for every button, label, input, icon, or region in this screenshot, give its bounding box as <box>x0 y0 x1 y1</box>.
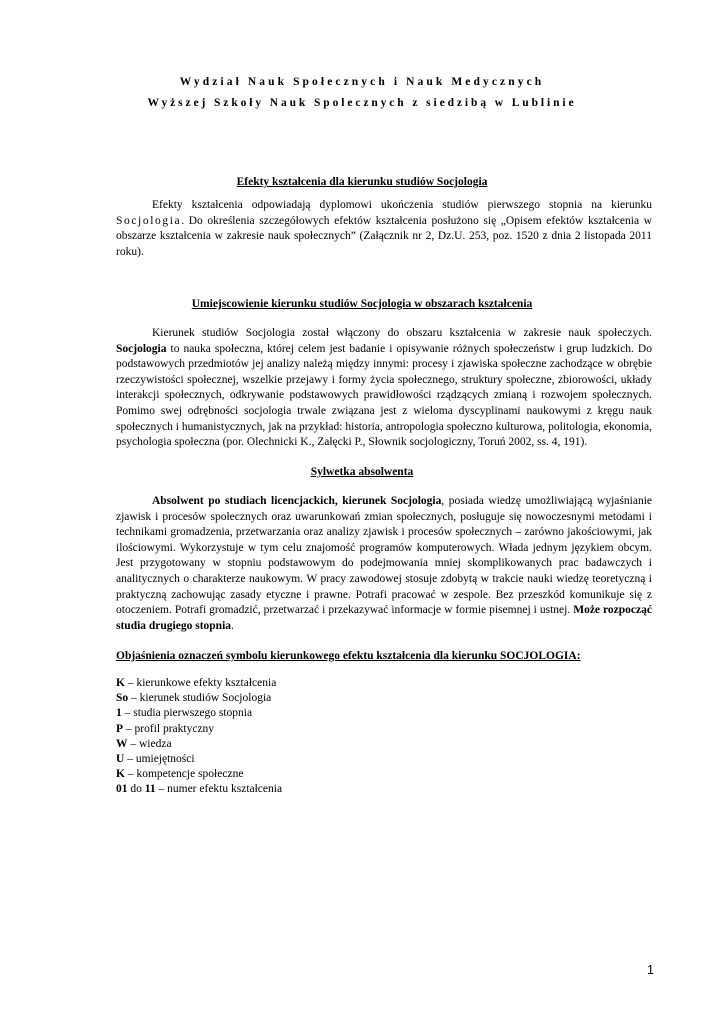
legend-symbol: P <box>116 722 124 735</box>
bold-term: Socjologia <box>116 342 167 355</box>
section-title-placement: Umiejscowienie kierunku studiów Socjologia w obszarach kształcenia <box>191 298 533 310</box>
legend-description: – kierunkowe efekty kształcenia <box>124 677 277 689</box>
section-title-symbols: Objaśnienia oznaczeń symbolu kierunkowego efektu kształcenia dla kierunku SOCJOLOGIA: <box>116 650 581 662</box>
legend-row <box>116 767 282 782</box>
legend-row <box>116 676 282 691</box>
legend-description: – studia pierwszego stopnia <box>121 707 253 720</box>
symbol-legend <box>116 676 282 798</box>
section-title-learning-outcomes: Efekty kształcenia dla kierunku studiów Socjologia <box>236 176 488 188</box>
legend-symbol: 1 <box>116 707 122 720</box>
legend-symbol: 01 <box>116 783 128 796</box>
legend-connector: do <box>127 783 145 796</box>
legend-row <box>116 782 282 797</box>
bold-term: Może rozpocząć studia drugiego stopnia <box>116 604 652 632</box>
text-segment: , posiada wiedzę umożliwiającą wyjaśnianie zjawisk i procesów społecznych oraz uwarunkowań zmian społecznych, posługuje się nowoczesnymi metodami i technikami gromadzenia, przetwarzania oraz analizy zjawisk i procesów społecznych – zarówno jakościowymi, jak ilościowymi. Wykorzystuje w tym celu znajomość programów komputerowych. Włada jednym językiem obcym. Jest przygotowany w stopniu podstawowym do podejmowania mniej skomplikowanych prac badawczych i analitycznych o charakterze naukowym. W pracy zawodowej stosuje zdobytą w trakcie nauki wiedzę teoretyczną i praktyczną zachowując zasady etyczne i prawne. Potrafi pracować w zespole. Bez przeszkód komunikuje się z otoczeniem. Potrafi gromadzić, przetwarzać i przekazywać informacje w formie pisemnej i ustnej. <box>116 495 652 617</box>
field-name-spaced: Socjologia <box>116 214 182 227</box>
text-segment: . Do określenia szczegółowych efektów kształcenia posłużono się „Opisem efektów kształcenia w obszarze kształcenia w zakresie nauk społecznych” (Załącznik nr 2, Dz.U. 253, poz. 1520 z dnia 2 listopada 2011 roku). <box>116 214 652 258</box>
legend-symbol: K <box>116 768 125 781</box>
legend-description: – numer efektu kształcenia <box>155 783 283 796</box>
legend-description: – profil praktyczny <box>123 722 215 735</box>
legend-symbol: K <box>116 677 125 689</box>
faculty-name: Wydział Nauk Społecznych i Nauk Medycznych <box>179 76 545 88</box>
legend-description: – kompetencje społeczne <box>124 768 244 781</box>
bold-term: Absolwent po studiach licencjackich, kierunek Socjologia <box>152 495 442 507</box>
legend-row <box>116 691 282 706</box>
legend-symbol: So <box>116 692 129 705</box>
legend-description: – wiedza <box>127 737 172 750</box>
legend-row <box>116 722 282 737</box>
page-number: 1 <box>647 963 654 977</box>
paragraph-graduate-profile <box>116 494 652 634</box>
legend-symbol: 11 <box>144 783 156 796</box>
legend-row <box>116 737 282 752</box>
legend-description: – umiejętności <box>124 753 195 766</box>
text-segment: . <box>231 619 234 632</box>
legend-row <box>116 706 282 721</box>
paragraph-placement <box>116 326 652 451</box>
legend-symbol: W <box>116 737 128 750</box>
university-name: Wyższej Szkoły Nauk Spolecznych z siedzibą w Lublinie <box>147 97 577 109</box>
text-segment: Efekty kształcenia odpowiadają dyplomowi ukończenia studiów pierwszego stopnia na kierunku <box>152 199 652 211</box>
legend-row <box>116 752 282 767</box>
section-title-graduate-profile: Sylwetka absolwenta <box>310 466 414 478</box>
paragraph-learning-outcomes <box>116 198 652 260</box>
legend-description: – kierunek studiów Socjologia <box>128 692 272 705</box>
text-segment: to nauka społeczna, której celem jest badanie i opisywanie różnych społeczeństw i grup ludzkich. Do podstawowych przedmiotów jej analizy należą między innymi: procesy i zjawiska społeczne zachodzące w obrębie rzeczywistości społecznej, wszelkie przejawy i formy życia społecznego, struktury społeczne, zbiorowości, układy interakcji społecznych, odkrywanie podstawowych prawidłowości rządzących zmianą i rozwojem społecznych. Pomimo swej odrębności socjologia trwale związana jest z wieloma dyscyplinami naukowymi z kręgu nauk społecznych i humanistycznych, jak na przykład: historia, antropologia społeczno kulturowa, politologia, ekonomia, psychologia społeczna (por. Olechnicki K., Załęcki P., Słownik socjologiczny, Toruń 2002, ss. 4, 191). <box>116 342 652 449</box>
text-segment: Kierunek studiów Socjologia został włączony do obszaru kształcenia w zakresie nauk społeczych. <box>152 327 652 339</box>
legend-symbol: U <box>116 753 125 766</box>
